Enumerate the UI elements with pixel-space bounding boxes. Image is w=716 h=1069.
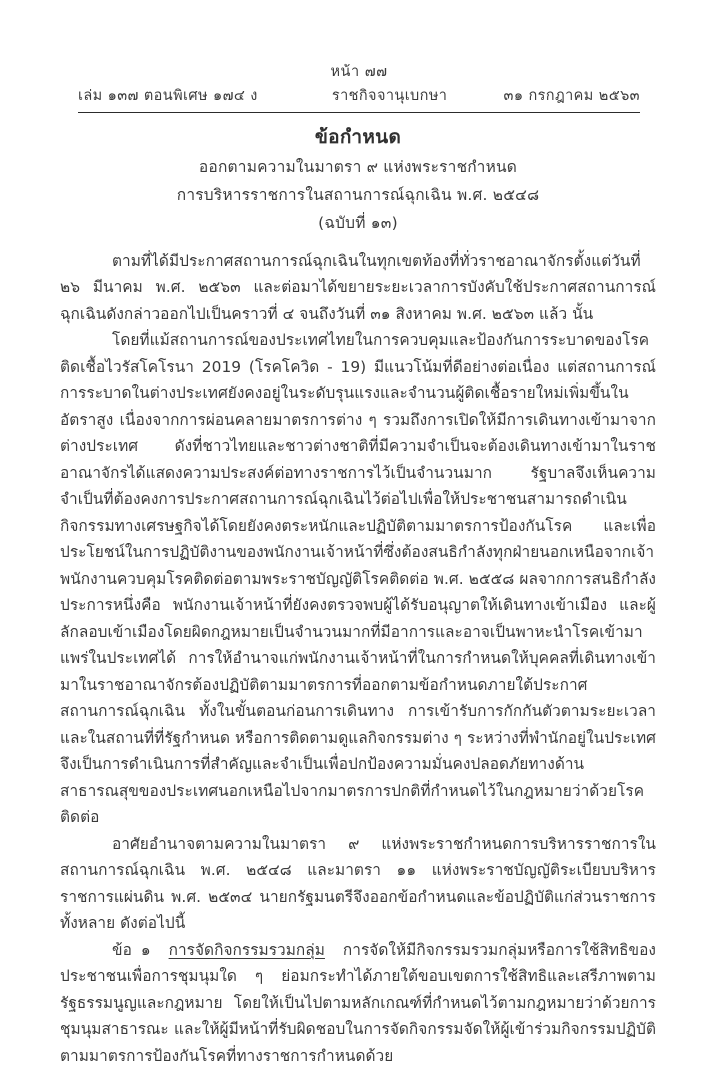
paragraph-recital-1: ตามที่ได้มีประกาศสถานการณ์ฉุกเฉินในทุกเขตท้องที่ทั่วราชอาณาจักรตั้งแต่วันที่ ๒๖ มีนาคม พ.ศ. ๒๕๖๓ และต่อมาได้ขยายระยะเวลาการบังคับใช้ประกาศสถานการณ์ฉุกเฉินดังกล่าวออกไปเป็นคราวที่ ๔ จนถึงวันที่ ๓๑ สิงหาคม พ.ศ. ๒๕๖๓ แล้ว นั้น <box>60 252 656 323</box>
title-block <box>0 124 716 236</box>
page-number: หน้า ๗๗ <box>330 64 388 80</box>
clause-1 <box>60 937 656 1069</box>
document-heading: ข้อกำหนด <box>314 126 402 148</box>
header-divider <box>78 112 640 113</box>
title-subline-2: การบริหารราชการในสถานการณ์ฉุกเฉิน พ.ศ. ๒๕๔๘ <box>176 185 540 204</box>
clause-1-heading: การจัดกิจกรรมรวมกลุ่ม <box>168 940 325 959</box>
volume-info: เล่ม ๑๓๗ ตอนพิเศษ ๑๗๔ ง <box>78 87 258 104</box>
title-issue-number: (ฉบับที่ ๑๓) <box>318 213 398 232</box>
document-body <box>60 248 656 1069</box>
paragraph-authority: อาศัยอำนาจตามความในมาตรา ๙ แห่งพระราชกำหนดการบริหารราชการในสถานการณ์ฉุกเฉิน พ.ศ. ๒๕๔๘ และมาตรา ๑๑ แห่งพระราชบัญญัติระเบียบบริหารราชการแผ่นดิน พ.ศ. ๒๕๓๔ นายกรัฐมนตรีจึงออกข้อกำหนดและข้อปฏิบัติแก่ส่วนราชการทั้งหลาย ดังต่อไปนี้ <box>60 834 656 933</box>
paragraph-recital-2: โดยที่แม้สถานการณ์ของประเทศไทยในการควบคุมและป้องกันการระบาดของโรคติดเชื้อไวรัสโคโรนา 2019 (โรคโควิด - 19) มีแนวโน้มที่ดีอย่างต่อเนื่อง แต่สถานการณ์การระบาดในต่างประเทศยังคงอยู่ในระดับรุนแรงและจำนวนผู้ติดเชื้อรายใหม่เพิ่มขึ้นในอัตราสูง เนื่องจากการผ่อนคลายมาตรการต่าง ๆ รวมถึงการเปิดให้มีการเดินทางเข้ามาจากต่างประเทศ ดังที่ชาวไทยและชาวต่างชาติที่มีความจำเป็นจะต้องเดินทางเข้ามาในราชอาณาจักรได้แสดงความประสงค์ต่อทางราชการไว้เป็นจำนวนมาก รัฐบาลจึงเห็นความจำเป็นที่ต้องคงการประกาศสถานการณ์ฉุกเฉินไว้ต่อไปเพื่อให้ประชาชนสามารถดำเนินกิจกรรมทางเศรษฐกิจได้โดยยังคงตระหนักและปฏิบัติตามมาตรการป้องกันโรค และเพื่อประโยชน์ในการปฏิบัติงานของพนักงานเจ้าหน้าที่ซึ่งต้องสนธิกำลังทุกฝ่ายนอกเหนือจากเจ้าพนักงานควบคุมโรคติดต่อตามพระราชบัญญัติโรคติดต่อ พ.ศ. ๒๕๕๘ ผลจากการสนธิกำลังประการหนึ่งคือ พนักงานเจ้าหน้าที่ยังคงตรวจพบผู้ได้รับอนุญาตให้เดินทางเข้าเมือง และผู้ลักลอบเข้าเมืองโดยผิดกฎหมายเป็นจำนวนมากที่มีอาการและอาจเป็นพาหะนำโรคเข้ามาแพร่ในประเทศได้ การให้อำนาจแก่พนักงานเจ้าหน้าที่ในการกำหนดให้บุคคลที่เดินทางเข้ามาในราชอาณาจักรต้องปฏิบัติตามมาตรการที่ออกตามข้อกำหนดภายใต้ประกาศสถานการณ์ฉุกเฉิน ทั้งในขั้นตอนก่อนการเดินทาง การเข้ารับการกักกันตัวตามระยะเวลาและในสถานที่ที่รัฐกำหนด หรือการติดตามดูแลกิจกรรมต่าง ๆ ระหว่างที่พำนักอยู่ในประเทศ จึงเป็นการดำเนินการที่สำคัญและจำเป็นเพื่อปกป้องความมั่นคงปลอดภัยทางด้านสาธารณสุขของประเทศนอกเหนือไปจากมาตรการปกติที่กำหนดไว้ในกฎหมายว่าด้วยโรคติดต่อ <box>60 331 656 827</box>
masthead <box>78 62 640 108</box>
clause-1-text: การจัดให้มีกิจกรรมรวมกลุ่มหรือการใช้สิทธิของประชาชนเพื่อการชุมนุมใด ๆ ย่อมกระทำได้ภายใต้ขอบเขตการใช้สิทธิและเสรีภาพตามรัฐธรรมนูญและกฎหมาย โดยให้เป็นไปตามหลักเกณฑ์ที่กำหนดไว้ตามกฎหมายว่าด้วยการชุมนุมสาธารณะ และให้ผู้มีหน้าที่รับผิดชอบในการจัดกิจกรรมจัดให้ผู้เข้าร่วมกิจกรรมปฏิบัติตามมาตรการป้องกันโรคที่ทางราชการกำหนดด้วย <box>60 940 656 1065</box>
gazette-name: ราชกิจจานุเบกษา <box>331 87 448 104</box>
publication-date: ๓๑ กรกฎาคม ๒๕๖๓ <box>503 87 640 104</box>
masthead-row <box>78 85 640 108</box>
title-subline-1: ออกตามความในมาตรา ๙ แห่งพระราชกำหนด <box>198 157 518 176</box>
clause-1-number: ข้อ ๑ <box>112 940 151 959</box>
